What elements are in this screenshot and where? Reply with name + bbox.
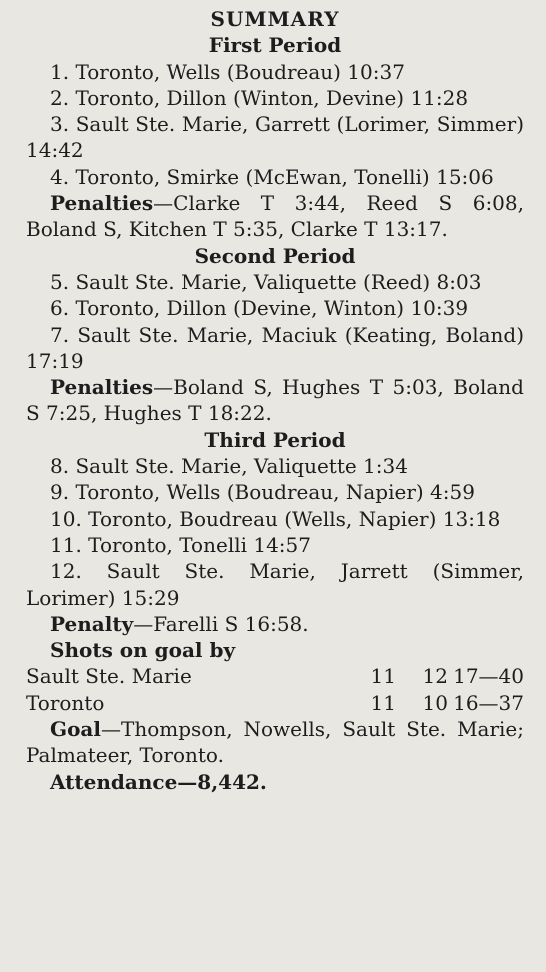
scoring-line: 10. Toronto, Boudreau (Wells, Napier) 13:18 <box>50 506 501 531</box>
penalties-line <box>26 374 524 427</box>
shots-row <box>26 690 524 716</box>
period-heading-first: First Period <box>208 33 342 58</box>
scoring-line: 1. Toronto, Wells (Boudreau) 10:37 <box>50 59 405 84</box>
scoring-line: 4. Toronto, Smirke (McEwan, Tonelli) 15:06 <box>50 164 494 189</box>
goalies-line <box>26 716 524 769</box>
shots-heading: Shots on goal by <box>50 638 236 663</box>
shots-team: Toronto <box>26 690 105 715</box>
shots-period-1: 11 <box>370 690 396 715</box>
goal-text: —Thompson, Nowells, Sault Ste. Marie; Palmateer, Toronto. <box>26 717 524 768</box>
attendance-value: —8,442. <box>177 769 267 794</box>
penalties-label: Penalties <box>50 375 154 400</box>
penalties-text: —Clarke T 3:44, Reed S 6:08, Boland S, Kitchen T 5:35, Clarke T 13:17. <box>26 191 524 242</box>
shots-period-2: 12 <box>422 664 448 689</box>
goal-label: Goal <box>50 717 101 742</box>
penalties-line <box>26 190 524 243</box>
shots-period-3-total: 16—37 <box>453 690 524 715</box>
penalties-label: Penalties <box>50 191 154 216</box>
scoring-line: 5. Sault Ste. Marie, Valiquette (Reed) 8:03 <box>50 269 482 294</box>
period-heading-third: Third Period <box>204 427 346 452</box>
shots-row <box>26 663 524 689</box>
period-heading-second: Second Period <box>194 243 356 268</box>
attendance-label: Attendance <box>50 769 178 794</box>
scoring-line: 3. Sault Ste. Marie, Garrett (Lorimer, Simmer) 14:42 <box>26 112 524 163</box>
summary-title: SUMMARY <box>210 7 340 31</box>
shots-period-3-total: 17—40 <box>453 664 524 689</box>
scoring-line: 2. Toronto, Dillon (Winton, Devine) 11:28 <box>50 85 469 110</box>
attendance-line <box>26 769 524 795</box>
scoring-line: 12. Sault Ste. Marie, Jarrett (Simmer, Lorimer) 15:29 <box>26 559 524 610</box>
scoring-line: 7. Sault Ste. Marie, Maciuk (Keating, Boland) 17:19 <box>26 322 524 373</box>
scoring-line: 9. Toronto, Wells (Boudreau, Napier) 4:59 <box>50 480 475 505</box>
penalties-line <box>26 611 524 637</box>
shots-period-1: 11 <box>370 664 396 689</box>
scoring-line: 6. Toronto, Dillon (Devine, Winton) 10:39 <box>50 296 469 321</box>
shots-team: Sault Ste. Marie <box>26 664 192 689</box>
penalties-text: —Farelli S 16:58. <box>133 611 309 636</box>
shots-period-2: 10 <box>422 690 448 715</box>
scoring-line: 8. Sault Ste. Marie, Valiquette 1:34 <box>50 454 408 479</box>
scoring-line: 11. Toronto, Tonelli 14:57 <box>50 532 311 557</box>
penalties-text: —Boland S, Hughes T 5:03, Boland S 7:25, Hughes T 18:22. <box>26 375 524 426</box>
penalties-label: Penalty <box>50 611 134 636</box>
